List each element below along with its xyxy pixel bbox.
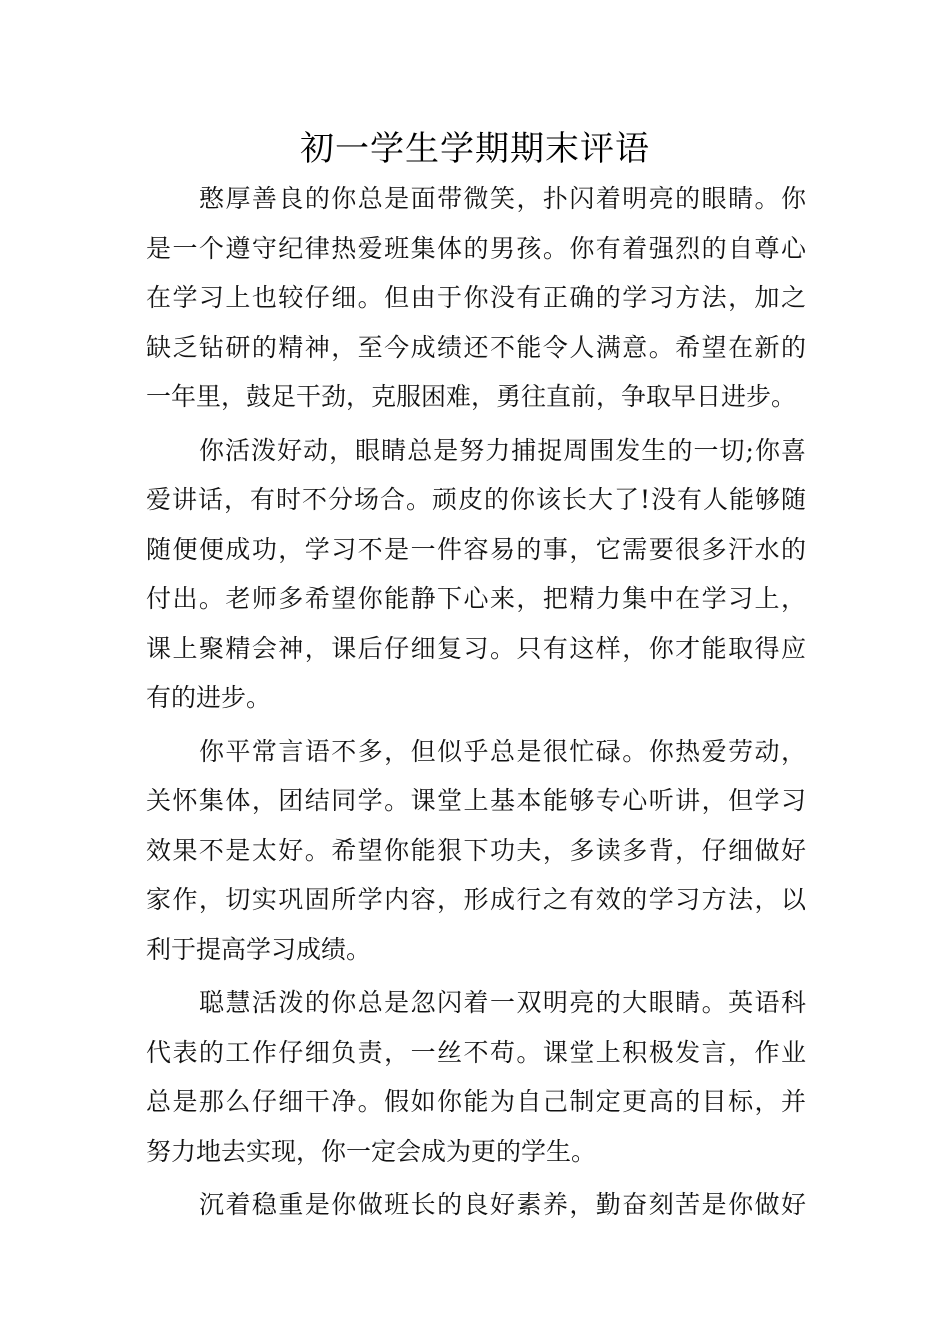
paragraph-5 [146,1180,806,1230]
paragraph-line: 效果不是太好。希望你能狠下功夫，多读多背，仔细做好 [146,835,806,865]
paragraph-line: 一年里，鼓足干劲，克服困难，勇往直前，争取早日进步。 [146,382,797,411]
document-body [146,174,806,1230]
paragraph-line: 你平常言语不多，但似乎总是很忙碌。你热爱劳动， [199,736,806,766]
paragraph-line: 总是那么仔细干净。假如你能为自己制定更高的目标，并 [146,1087,806,1116]
paragraph-line: 有的进步。 [146,683,272,712]
paragraph-4 [146,978,806,1176]
paragraph-line: 是一个遵守纪律热爱班集体的男孩。你有着强烈的自尊心 [146,233,806,263]
paragraph-line: 沉着稳重是你做班长的良好素养，勤奋刻苦是你做好 [199,1190,806,1219]
paragraph-line: 利于提高学习成绩。 [146,934,372,964]
paragraph-line: 努力地去实现，你一定会成为更的学生。 [146,1136,597,1166]
paragraph-line: 在学习上也较仔细。但由于你没有正确的学习方法，加之 [146,283,806,312]
paragraph-line: 关怀集体，团结同学。课堂上基本能够专心听讲，但学习 [146,786,806,815]
paragraph-line: 家作，切实巩固所学内容，形成行之有效的学习方法，以 [146,885,806,914]
paragraph-line: 付出。老师多希望你能静下心来，把精力集中在学习上， [146,584,806,613]
paragraph-2 [146,426,806,723]
paragraph-line: 代表的工作仔细负责，一丝不苟。课堂上积极发言，作业 [146,1037,806,1067]
paragraph-line: 憨厚善良的你总是面带微笑，扑闪着明亮的眼睛。你 [199,184,806,213]
paragraph-line: 缺乏钻研的精神，至今成绩还不能令人满意。希望在新的 [146,332,806,362]
document-title: 初一学生学期期末评语 [300,129,650,169]
paragraph-line: 爱讲话，有时不分场合。顽皮的你该长大了!没有人能够随 [146,485,806,514]
paragraph-line: 随便便成功，学习不是一件容易的事，它需要很多汗水的 [146,534,806,564]
paragraph-line: 课上聚精会神，课后仔细复习。只有这样，你才能取得应 [146,633,806,663]
paragraph-1 [146,174,806,422]
paragraph-line: 聪慧活泼的你总是忽闪着一双明亮的大眼睛。英语科 [199,988,806,1017]
paragraph-3 [146,727,806,975]
paragraph-line: 你活泼好动，眼睛总是努力捕捉周围发生的一切;你喜 [199,435,806,465]
